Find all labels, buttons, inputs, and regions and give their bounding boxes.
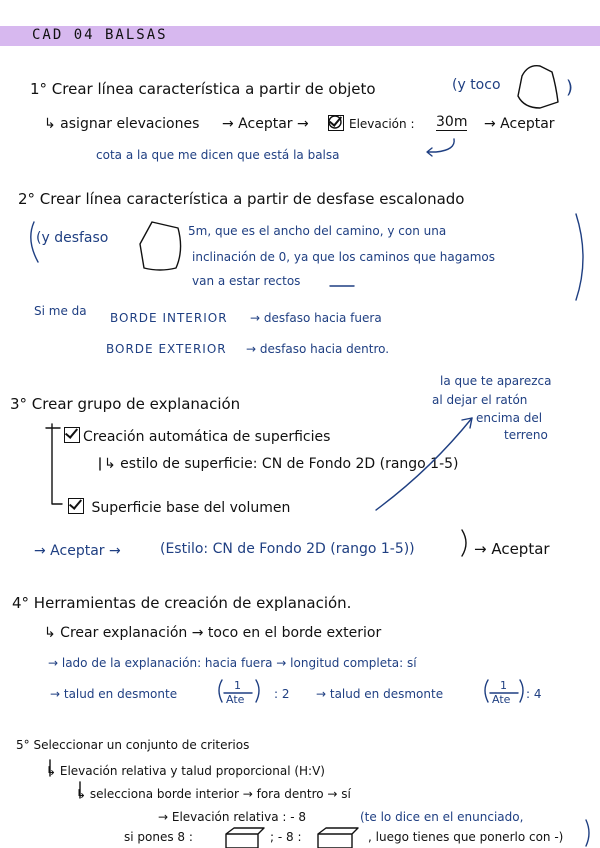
step4-talud-2-value: : 4 [526, 687, 542, 701]
step2-title: 2° Crear línea característica a partir de desfase escalonado [18, 190, 465, 208]
outline-shape-icon [518, 66, 558, 108]
step2-desfase: (y desfaso [36, 230, 109, 246]
step5-line-4-a: si pones 8 : [124, 830, 193, 844]
step1-aside: (y toco [452, 77, 501, 93]
step1-title: 1° Crear línea característica a partir de objeto [30, 80, 376, 98]
step2-arrow-in: → desfaso hacia dentro. [246, 342, 390, 356]
step1-aside-close: ) [566, 77, 574, 98]
step5-line-3: → Elevación relativa : - 8 [158, 810, 307, 824]
step5-line-3-note: (te lo dice en el enunciado, [360, 810, 524, 824]
step2-desc-1: 5m, que es el ancho del camino, y con una [188, 224, 447, 238]
step5-title: 5° Seleccionar un conjunto de criterios [16, 738, 250, 752]
step2-si-me-da: Si me da [34, 304, 87, 318]
step4-talud-2: → talud en desmonte [316, 687, 444, 701]
box-sketch-icon [226, 828, 264, 848]
step5-line-4-c: , luego tienes que ponerlo con -) [368, 830, 564, 844]
step3-note-2: al dejar el ratón [432, 393, 528, 407]
step2-borde-exterior: BORDE EXTERIOR [106, 342, 227, 356]
box-sketch-icon [318, 828, 358, 848]
step5-line-4-b: ; - 8 : [270, 830, 302, 844]
page-title: CAD 04 BALSAS [32, 27, 168, 43]
step1-accept-2: → Aceptar [484, 116, 555, 132]
step4-title: 4° Herramientas de creación de explanación. [12, 594, 352, 612]
step4-frac-1-top: 1 [234, 679, 241, 692]
step3-title: 3° Crear grupo de explanación [10, 395, 241, 413]
step4-line-1: ↳ Crear explanación → toco en el borde exterior [44, 625, 382, 641]
step4-line-2: → lado de la explanación: hacia fuera → longitud completa: sí [48, 656, 417, 670]
step2-desc-2: inclinación de 0, ya que los caminos que hagamos [192, 250, 495, 264]
step3-accept-b: (Estilo: CN de Fondo 2D (rango 1-5)) [160, 541, 415, 557]
step1-accept: → Aceptar → [222, 116, 309, 132]
step1-elevation-value: 30m [436, 114, 468, 130]
step3-accept-a: → Aceptar → [34, 543, 121, 559]
step1-note: cota a la que me dicen que está la balsa [96, 148, 340, 162]
offset-shape-icon [140, 222, 181, 270]
step2-desc-3: van a estar rectos [192, 274, 301, 288]
step1-elevation-label: Elevación : [349, 117, 415, 131]
step4-talud-1: → talud en desmonte [50, 687, 178, 701]
step3-note-1: la que te aparezca [440, 374, 552, 388]
step3-note-3: encima del [476, 411, 543, 425]
step4-frac-2-bottom: Ate [492, 693, 511, 706]
step4-frac-1-bottom: Ate [226, 693, 245, 706]
step3-note-4: terreno [504, 428, 548, 442]
step4-frac-2-top: 1 [500, 679, 507, 692]
step1-assign: ↳ asignar elevaciones [44, 116, 200, 132]
step3-option-2: Superficie base del volumen [68, 498, 290, 516]
step2-borde-interior: BORDE INTERIOR [110, 311, 228, 325]
step3-style-line: ↳ estilo de superficie: CN de Fondo 2D (rango 1-5) [104, 456, 459, 472]
step5-line-2: ↳ selecciona borde interior → fora dentro → sí [76, 787, 351, 801]
step3-option-1: Creación automática de superficies [64, 427, 330, 445]
step3-accept-c: → Aceptar [474, 540, 550, 558]
step5-line-1: ↳ Elevación relativa y talud proporcional (H:V) [46, 764, 325, 778]
step4-talud-1-value: : 2 [274, 687, 290, 701]
check-circle-icon [329, 116, 341, 128]
step2-arrow-out: → desfaso hacia fuera [250, 311, 382, 325]
